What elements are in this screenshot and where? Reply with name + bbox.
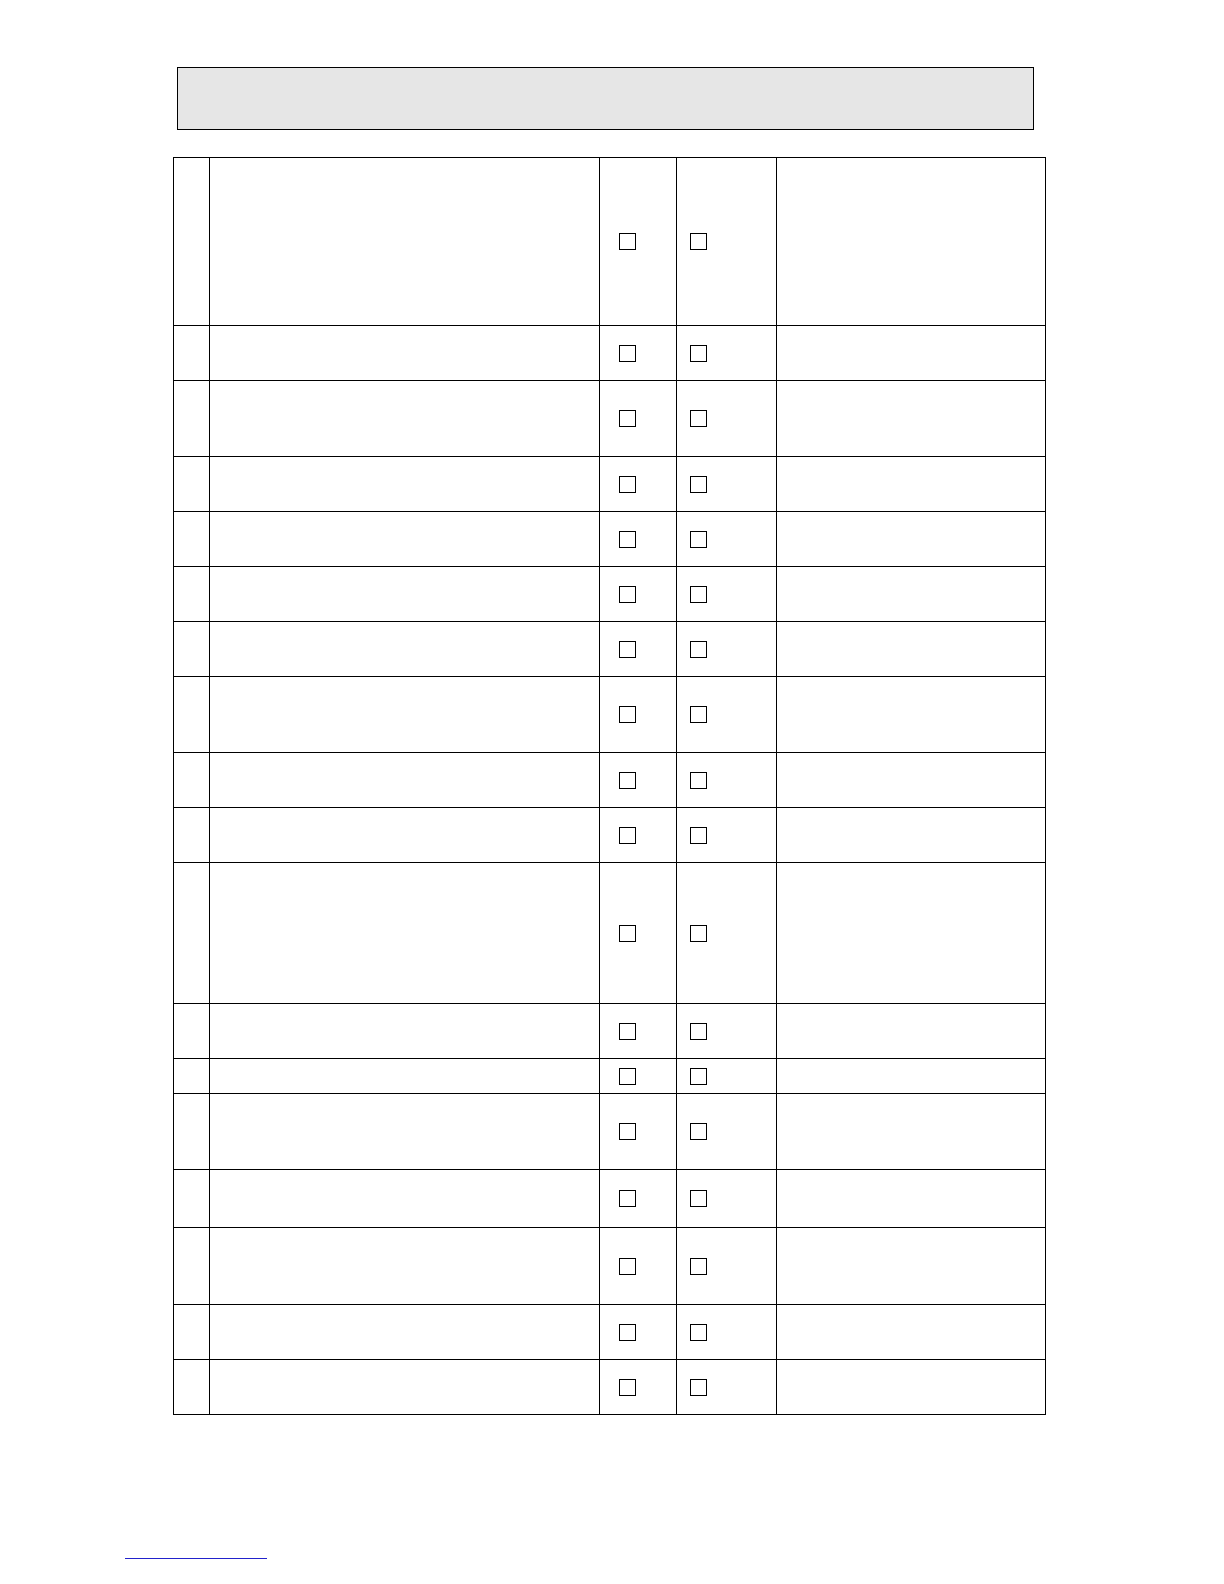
- checklist-row: [174, 1059, 1046, 1094]
- no-checkbox[interactable]: [690, 641, 707, 658]
- row-number: [174, 1170, 210, 1228]
- yes-checkbox[interactable]: [619, 1258, 636, 1275]
- row-number: [174, 326, 210, 381]
- row-number: [174, 512, 210, 567]
- row-notes[interactable]: [777, 1228, 1046, 1305]
- no-checkbox[interactable]: [690, 772, 707, 789]
- no-checkbox[interactable]: [690, 1258, 707, 1275]
- checklist-row: [174, 863, 1046, 1004]
- row-item-text: [210, 863, 600, 1004]
- yes-checkbox[interactable]: [619, 772, 636, 789]
- checklist-row: [174, 1228, 1046, 1305]
- yes-checkbox[interactable]: [619, 586, 636, 603]
- row-number: [174, 1059, 210, 1094]
- row-item-text: [210, 326, 600, 381]
- row-item-text: [210, 1360, 600, 1415]
- checklist-row: [174, 622, 1046, 677]
- checklist-row: [174, 1305, 1046, 1360]
- form-header: [177, 67, 1034, 130]
- row-notes[interactable]: [777, 677, 1046, 753]
- yes-checkbox[interactable]: [619, 1023, 636, 1040]
- row-notes[interactable]: [777, 622, 1046, 677]
- row-notes[interactable]: [777, 1004, 1046, 1059]
- row-item-text: [210, 457, 600, 512]
- row-notes[interactable]: [777, 567, 1046, 622]
- checklist-row: [174, 1170, 1046, 1228]
- no-checkbox[interactable]: [690, 476, 707, 493]
- row-notes[interactable]: [777, 863, 1046, 1004]
- no-checkbox[interactable]: [690, 531, 707, 548]
- yes-checkbox[interactable]: [619, 410, 636, 427]
- yes-checkbox[interactable]: [619, 706, 636, 723]
- row-item-text: [210, 677, 600, 753]
- checklist-row: [174, 677, 1046, 753]
- checklist-row: [174, 158, 1046, 326]
- row-number: [174, 1228, 210, 1305]
- row-number: [174, 1094, 210, 1170]
- row-notes[interactable]: [777, 381, 1046, 457]
- yes-checkbox[interactable]: [619, 827, 636, 844]
- row-number: [174, 1360, 210, 1415]
- checklist-row: [174, 567, 1046, 622]
- row-number: [174, 381, 210, 457]
- no-checkbox[interactable]: [690, 1123, 707, 1140]
- row-number: [174, 863, 210, 1004]
- no-checkbox[interactable]: [690, 1190, 707, 1207]
- no-checkbox[interactable]: [690, 345, 707, 362]
- yes-checkbox[interactable]: [619, 345, 636, 362]
- row-item-text: [210, 567, 600, 622]
- row-notes[interactable]: [777, 753, 1046, 808]
- checklist-table: [173, 157, 1046, 1415]
- yes-checkbox[interactable]: [619, 925, 636, 942]
- row-number: [174, 1305, 210, 1360]
- yes-checkbox[interactable]: [619, 1379, 636, 1396]
- no-checkbox[interactable]: [690, 827, 707, 844]
- yes-checkbox[interactable]: [619, 1190, 636, 1207]
- row-number: [174, 1004, 210, 1059]
- row-item-text: [210, 1305, 600, 1360]
- yes-checkbox[interactable]: [619, 476, 636, 493]
- row-item-text: [210, 158, 600, 326]
- row-item-text: [210, 808, 600, 863]
- yes-checkbox[interactable]: [619, 1068, 636, 1085]
- no-checkbox[interactable]: [690, 1023, 707, 1040]
- checklist-row: [174, 1360, 1046, 1415]
- yes-checkbox[interactable]: [619, 1324, 636, 1341]
- row-notes[interactable]: [777, 1360, 1046, 1415]
- no-checkbox[interactable]: [690, 1379, 707, 1396]
- row-number: [174, 677, 210, 753]
- no-checkbox[interactable]: [690, 1324, 707, 1341]
- row-notes[interactable]: [777, 326, 1046, 381]
- row-item-text: [210, 512, 600, 567]
- row-item-text: [210, 753, 600, 808]
- row-number: [174, 158, 210, 326]
- yes-checkbox[interactable]: [619, 641, 636, 658]
- row-number: [174, 567, 210, 622]
- checklist-row: [174, 326, 1046, 381]
- row-item-text: [210, 1228, 600, 1305]
- row-item-text: [210, 1170, 600, 1228]
- row-notes[interactable]: [777, 1059, 1046, 1094]
- row-number: [174, 457, 210, 512]
- footer-link[interactable]: [125, 1558, 267, 1559]
- row-item-text: [210, 1059, 600, 1094]
- row-number: [174, 808, 210, 863]
- checklist-row: [174, 1004, 1046, 1059]
- row-notes[interactable]: [777, 1170, 1046, 1228]
- yes-checkbox[interactable]: [619, 1123, 636, 1140]
- no-checkbox[interactable]: [690, 586, 707, 603]
- no-checkbox[interactable]: [690, 925, 707, 942]
- no-checkbox[interactable]: [690, 706, 707, 723]
- row-item-text: [210, 1094, 600, 1170]
- row-notes[interactable]: [777, 808, 1046, 863]
- row-number: [174, 753, 210, 808]
- row-notes[interactable]: [777, 1305, 1046, 1360]
- checklist-row: [174, 808, 1046, 863]
- checklist-row: [174, 457, 1046, 512]
- no-checkbox[interactable]: [690, 1068, 707, 1085]
- row-item-text: [210, 1004, 600, 1059]
- row-number: [174, 622, 210, 677]
- row-notes[interactable]: [777, 457, 1046, 512]
- checklist-row: [174, 512, 1046, 567]
- checklist-row: [174, 381, 1046, 457]
- row-item-text: [210, 381, 600, 457]
- checklist-row: [174, 753, 1046, 808]
- no-checkbox[interactable]: [690, 410, 707, 427]
- row-notes[interactable]: [777, 1094, 1046, 1170]
- row-item-text: [210, 622, 600, 677]
- checklist-row: [174, 1094, 1046, 1170]
- no-checkbox[interactable]: [690, 233, 707, 250]
- yes-checkbox[interactable]: [619, 233, 636, 250]
- row-notes[interactable]: [777, 512, 1046, 567]
- row-notes[interactable]: [777, 158, 1046, 326]
- yes-checkbox[interactable]: [619, 531, 636, 548]
